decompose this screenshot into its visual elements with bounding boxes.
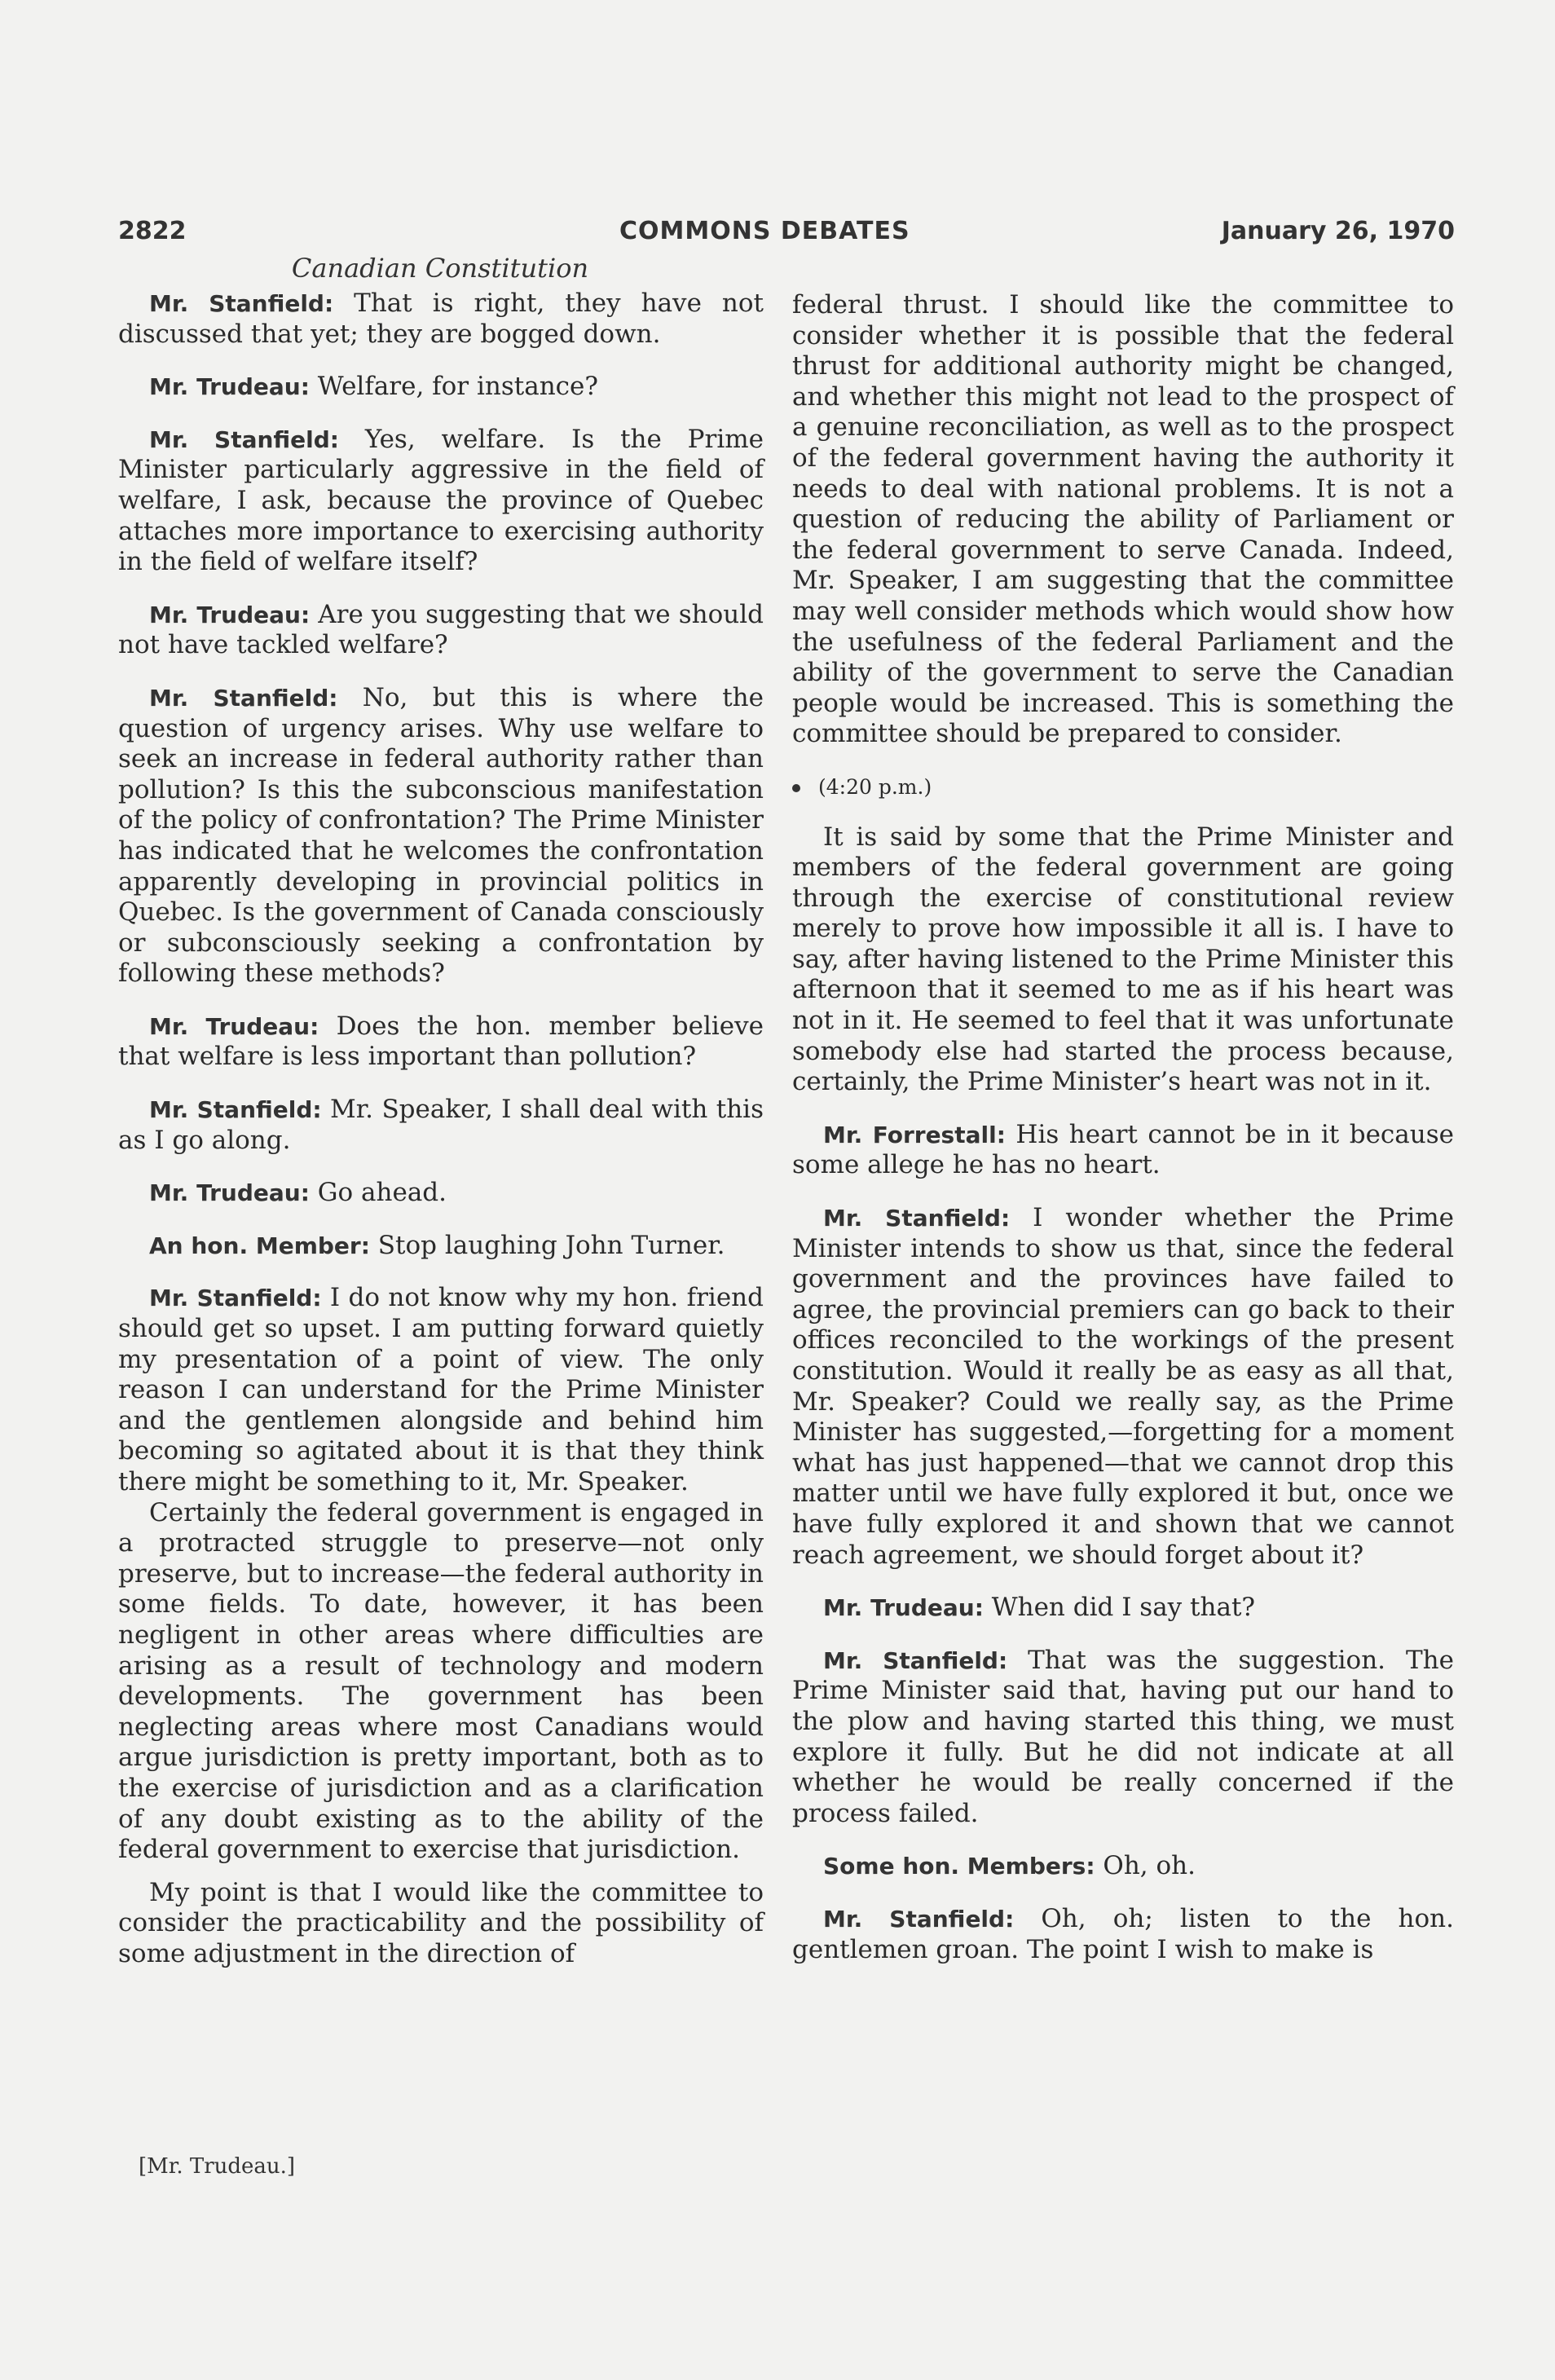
speech-paragraph	[792, 1203, 1454, 1571]
time-marker-text: (4:20 p.m.)	[818, 774, 932, 799]
speaker-name: Mr. Stanfield:	[149, 1096, 322, 1124]
speaker-name: Mr. Trudeau:	[149, 601, 311, 628]
speech-paragraph	[118, 1283, 764, 1497]
speech-paragraph	[118, 600, 764, 661]
speech-text: Oh, oh.	[1095, 1851, 1196, 1881]
continued-paragraph: federal thrust. I should like the committee to consider whether it is possible that the federal thrust for additional authority might be changed, and whether this might not lead to the prospect of a genuine reconciliation, as well as to the prospect of the federal government having the authority it needs to deal with national problems. It is not a question of reducing the ability of Parliament or the federal government to serve Canada. Indeed, Mr. Speaker, I am suggesting that the committee may well consider methods which would show how the usefulness of the federal Parliament and the ability of the government to serve the Canadian people would be increased. This is something the committee should be prepared to consider.	[792, 290, 1454, 749]
speech-paragraph	[792, 1646, 1454, 1830]
speaker-name: Mr. Trudeau:	[823, 1594, 984, 1622]
speech-text: Oh, oh; listen to the hon. gentlemen groan. The point I wish to make is	[792, 1903, 1455, 1964]
speech-text: That is right, they have not discussed that yet; they are bogged down.	[118, 289, 764, 349]
page-number: 2822	[118, 217, 187, 245]
speech-text: When did I say that?	[983, 1593, 1256, 1623]
speech-paragraph	[792, 822, 1454, 1098]
speaker-name: Mr. Trudeau:	[149, 1012, 319, 1040]
speaker-name: Mr. Stanfield:	[823, 1205, 1011, 1232]
speech-text: I wonder whether the Prime Minister intends to show us that, since the federal government and the provinces have failed to agree, the provincial premiers can go back to their offices reconciled to the workings of the present constitution. Would it really be as easy as all that, Mr. Speaker? Could we really say, as the Prime Minister has suggested,—forgetting for a moment what has just happened—that we cannot drop this matter until we have fully explored it but, once we have fully explored it and shown that we cannot reach agreement, we should forget about it?	[792, 1203, 1454, 1570]
speech-text: Yes, welfare. Is the Prime Minister particularly aggressive in the field of welfare, I ask, because the province of Quebec attaches more importance to exercising authority in the field of welfare itself?	[118, 424, 764, 577]
speech-paragraph	[118, 1498, 764, 1866]
speech-text: His heart cannot be in it because some allege he has no heart.	[792, 1119, 1454, 1180]
speech-text: My point is that I would like the committee to consider the practicability and the possibility of some adjustment in the direction of	[118, 1877, 764, 1968]
speech-text: I do not know why my hon. friend should get so upset. I am putting forward quietly my presentation of a point of view. The only reason I can understand for the Prime Minister and the gentlemen alongside and behind him becoming so agitated about it is that they think there might be something to it, Mr. Speaker.	[118, 1283, 764, 1496]
speech-text: Go ahead.	[309, 1178, 447, 1208]
footer-note: [Mr. Trudeau.]	[139, 2154, 296, 2179]
speech-text: Mr. Speaker, I shall deal with this as I go along.	[118, 1095, 764, 1155]
speech-text: Are you suggesting that we should not have tackled welfare?	[118, 599, 764, 660]
speech-paragraph	[118, 425, 764, 578]
bullet-icon	[792, 784, 800, 792]
right-column	[792, 290, 1454, 1965]
publication-title: COMMONS DEBATES	[619, 217, 910, 245]
speaker-name: An hon. Member:	[149, 1232, 370, 1259]
speech-paragraph	[118, 1878, 764, 1970]
speaker-name: Mr. Stanfield:	[149, 1285, 322, 1312]
speech-text: It is said by some that the Prime Minister and members of the federal government are going through the exercise of constitutional review merely to prove how impossible it all is. I have to say, after having listened to the Prime Minister this afternoon that it seemed to me as if his heart was not in it. He seemed to feel that it was unfortunate somebody else had started the process because, certainly, the Prime Minister’s heart was not in it.	[792, 822, 1454, 1097]
speech-paragraph	[118, 1231, 764, 1262]
speech-paragraph	[792, 1904, 1454, 1965]
page-header	[118, 217, 1455, 253]
speech-text: Does the hon. member believe that welfare is less important than pollution?	[118, 1011, 764, 1072]
speaker-name: Mr. Stanfield:	[823, 1905, 1015, 1933]
speech-paragraph	[118, 372, 764, 403]
speech-paragraph	[792, 1120, 1454, 1181]
section-subject: Canadian Constitution	[291, 253, 589, 284]
speech-paragraph	[792, 1593, 1454, 1624]
speech-text: Stop laughing John Turner.	[369, 1230, 725, 1260]
speech-text: No, but this is where the question of urgency arises. Why use welfare to seek an increase in federal authority rather than pollution? Is this the subconscious manifestation of the policy of confrontation? The Prime Minister has indicated that he welcomes the confrontation apparently developing in provincial politics in Quebec. Is the government of Canada consciously or subconsciously seeking a confrontation by following these methods?	[118, 682, 764, 989]
speaker-name: Mr. Stanfield:	[823, 1646, 1008, 1674]
speech-text: That was the suggestion. The Prime Minister said that, having put our hand to the plow and having started this thing, we must explore it fully. But he did not indicate at all whether he would be really concerned if the process failed.	[792, 1645, 1454, 1828]
speech-paragraph	[118, 289, 764, 350]
speaker-name: Mr. Trudeau:	[149, 1179, 310, 1207]
speaker-name: Mr. Stanfield:	[149, 425, 339, 453]
speaker-name: Mr. Stanfield:	[149, 290, 334, 317]
speech-text: Welfare, for instance?	[309, 372, 598, 402]
page-date: January 26, 1970	[1221, 217, 1455, 245]
speaker-name: Mr. Forrestall:	[823, 1121, 1006, 1148]
speech-paragraph	[118, 1178, 764, 1209]
speaker-name: Mr. Stanfield:	[149, 684, 338, 712]
speech-text: Certainly the federal government is engaged in a protracted struggle to preserve—not only preserve, but to increase—the federal authority in some fields. To date, however, it has been negligent in other areas where difficulties are arising as a result of technology and modern developments. The government has been neglecting areas where most Canadians would argue jurisdiction is pretty important, both as to the exercise of jurisdiction and as a clarification of any doubt existing as to the ability of the federal government to exercise that jurisdiction.	[118, 1497, 764, 1865]
speaker-name: Mr. Trudeau:	[149, 373, 310, 401]
left-column	[118, 289, 764, 1970]
time-marker	[792, 772, 1454, 803]
speech-paragraph	[118, 1012, 764, 1073]
speaker-name: Some hon. Members:	[823, 1853, 1095, 1880]
speech-paragraph	[118, 1095, 764, 1156]
speech-paragraph	[792, 1851, 1454, 1882]
speech-paragraph	[118, 683, 764, 989]
